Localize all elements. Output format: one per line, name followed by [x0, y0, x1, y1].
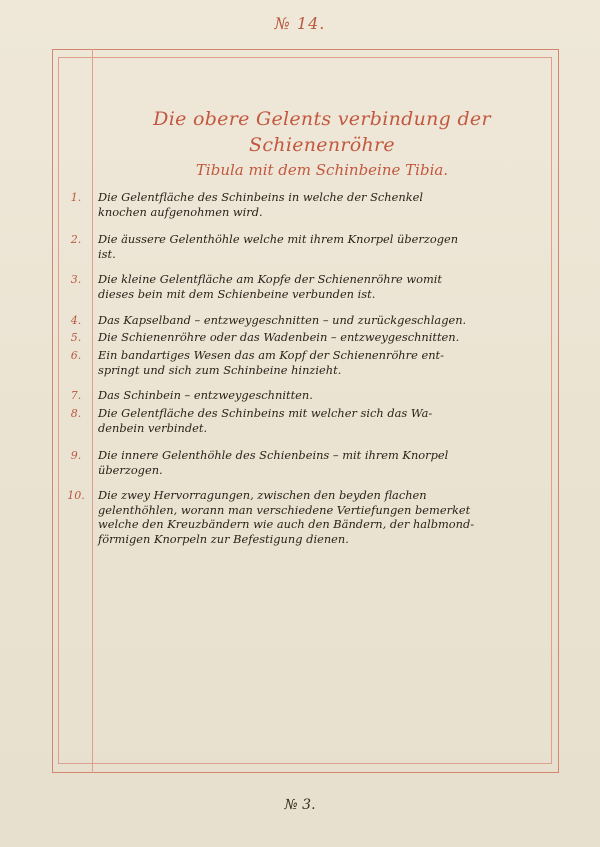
footer-number-mark: № 3.	[284, 797, 316, 813]
item-line: springt und sich zum Schinbeine hinzieht.	[98, 362, 342, 377]
item-line: Das Kapselband – entzweygeschnitten – und zurückgeschlagen.	[98, 313, 467, 327]
item-text	[98, 232, 544, 261]
item-line: Das Schinbein – entzweygeschnitten.	[98, 388, 313, 402]
item-text	[98, 330, 544, 345]
item-text	[98, 488, 544, 546]
item-line: Ein bandartiges Wesen das am Kopf der Schienenröhre ent-	[98, 348, 444, 362]
item-number: 3.	[70, 273, 82, 286]
item-text	[98, 272, 544, 301]
item-line: überzogen.	[98, 462, 163, 477]
title-line-1: Die obere Gelents verbindung der Schienenröhre	[153, 108, 491, 156]
item-line: ist.	[98, 246, 116, 261]
item-text	[98, 388, 544, 403]
item-text	[98, 448, 544, 477]
item-line: welche den Kreuzbändern wie auch den Bändern, der halbmond-	[98, 517, 475, 531]
item-line: dieses bein mit dem Schienbeine verbunden ist.	[98, 286, 376, 301]
page-title	[92, 106, 552, 182]
item-text	[98, 348, 544, 377]
item-number: 10.	[67, 489, 85, 502]
item-number: 9.	[70, 449, 82, 462]
item-line: Die Schienenröhre oder das Wadenbein – entzweygeschnitten.	[98, 330, 460, 344]
item-text	[98, 406, 544, 435]
item-number: 5.	[70, 331, 82, 344]
item-line: Die zwey Hervorragungen, zwischen den beyden flachen	[98, 488, 427, 502]
item-number: 1.	[70, 191, 82, 204]
item-line: Die Gelentfläche des Schinbeins mit welcher sich das Wa-	[98, 406, 433, 420]
item-line: Die kleine Gelentfläche am Kopfe der Schienenröhre womit	[98, 272, 442, 286]
item-line: Die Gelentfläche des Schinbeins in welche der Schenkel	[98, 190, 424, 204]
item-number: 2.	[70, 233, 82, 246]
item-line: Die innere Gelenthöhle des Schienbeins – mit ihrem Knorpel	[98, 448, 449, 462]
item-line: knochen aufgenohmen wird.	[98, 204, 263, 219]
item-number: 4.	[70, 314, 82, 327]
item-text	[98, 313, 544, 328]
item-number: 6.	[70, 349, 82, 362]
item-line: denbein verbindet.	[98, 420, 208, 435]
item-number: 8.	[70, 407, 82, 420]
item-text	[98, 190, 544, 219]
item-line: gelenthöhlen, worann man verschiedene Vertiefungen bemerket	[98, 502, 471, 517]
title-line-2: Tibula mit dem Schinbeine Tibia.	[195, 161, 449, 179]
page-number-mark: № 14.	[274, 14, 326, 33]
item-line: förmigen Knorpeln zur Befestigung dienen.	[98, 531, 349, 546]
item-line: Die äussere Gelenthöhle welche mit ihrem Knorpel überzogen	[98, 232, 459, 246]
item-number: 7.	[70, 389, 82, 402]
